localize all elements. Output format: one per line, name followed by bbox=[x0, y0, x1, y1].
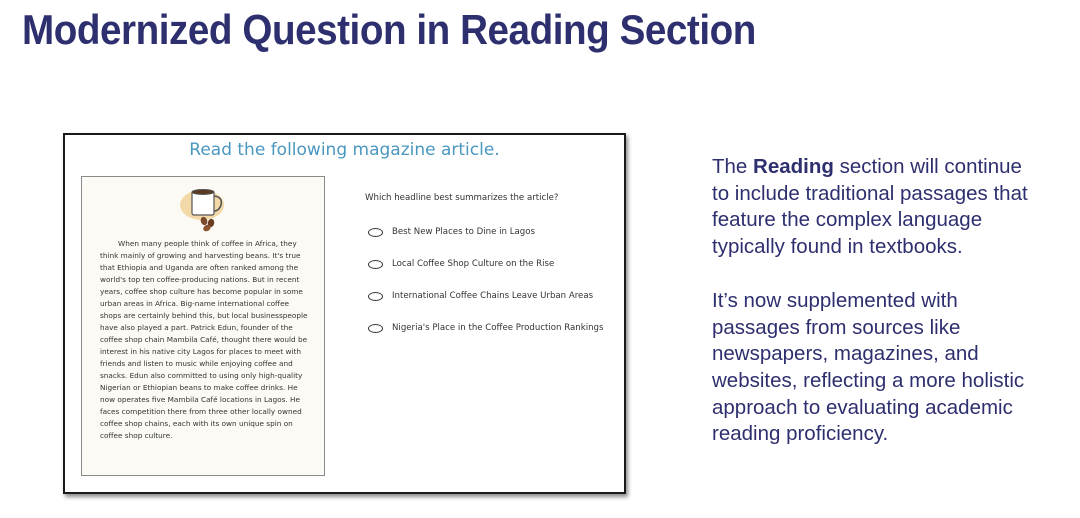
question-text: Which headline best summarizes the article? bbox=[365, 193, 559, 203]
answer-option[interactable] bbox=[368, 288, 603, 304]
description-text: The bbox=[712, 155, 754, 178]
answer-option[interactable] bbox=[368, 320, 603, 336]
option-label: Best New Places to Dine in Lagos bbox=[392, 227, 535, 237]
radio-button-icon[interactable] bbox=[368, 228, 383, 237]
radio-button-icon[interactable] bbox=[368, 292, 383, 301]
slide-title: Modernized Question in Reading Section bbox=[22, 6, 756, 53]
coffee-cup-icon bbox=[172, 181, 236, 235]
radio-button-icon[interactable] bbox=[368, 260, 383, 269]
answer-options bbox=[368, 224, 603, 352]
description-text: section will continue to include traditional passages that feature the complex language typically found in textbooks. bbox=[712, 155, 1028, 259]
article-card bbox=[81, 176, 325, 476]
option-label: Local Coffee Shop Culture on the Rise bbox=[392, 259, 555, 269]
description-paragraph-2: It’s now supplemented with passages from sources like newspapers, magazines, and websites, reflecting a more holistic approach to evaluating academic reading proficiency. bbox=[712, 288, 1025, 446]
option-label: International Coffee Chains Leave Urban Areas bbox=[392, 291, 594, 301]
test-screenshot bbox=[63, 133, 626, 494]
description-bold-text: Reading bbox=[753, 155, 834, 178]
description bbox=[712, 154, 1042, 475]
option-label: Nigeria's Place in the Coffee Production Rankings bbox=[392, 323, 604, 333]
screen-heading: Read the following magazine article. bbox=[189, 140, 500, 160]
answer-option[interactable] bbox=[368, 256, 603, 272]
answer-option[interactable] bbox=[368, 224, 603, 240]
radio-button-icon[interactable] bbox=[368, 324, 383, 333]
article-text: When many people think of coffee in Africa, they think mainly of growing and harvesting beans. It's true that Ethiopia and Uganda are often ranked among the world's top ten coffee-producing nations. But in recent years, coffee shop culture has become popular in some urban areas in Africa. Big-name international coffee shops are certainly behind this, but local businesspeople have also played a part. Patrick Edun, founder of the coffee shop chain Mambila Café, thought there would be interest in his native city Lagos for places to meet with friends and listen to music while enjoying coffee and snacks. Edun also committed to using only high-quality Nigerian or Ethiopian beans to make coffee drinks. He now operates five Mambila Café locations in Lagos. He faces competition there from three other locally owned coffee shop chains, each with its own unique spin on coffee shop culture. bbox=[100, 239, 308, 440]
description-paragraph-1 bbox=[712, 154, 1042, 261]
